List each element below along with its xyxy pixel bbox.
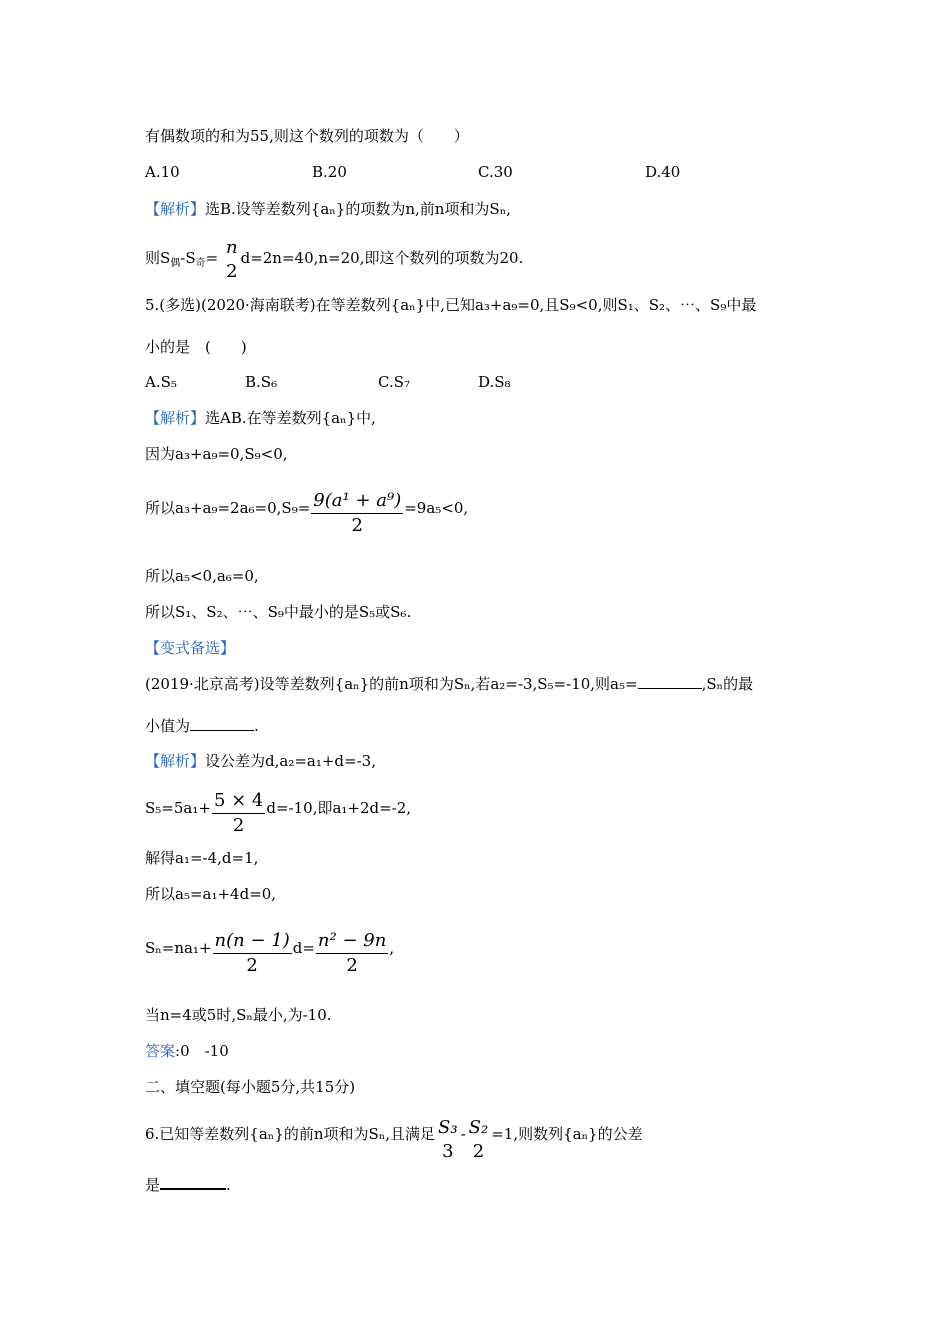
q5-stem-line1: 5.(多选)(2020·海南联考)在等差数列{aₙ}中,已知a₃+a₉=0,且S₉<0,则S₁、S₂、⋯、S₉中最	[145, 296, 757, 314]
variant-tag: 【变式备选】	[145, 639, 236, 657]
variant-line1	[145, 782, 411, 838]
text-segment: =1,则数列{aₙ}的公差	[491, 1125, 643, 1143]
variant-answer	[145, 1041, 229, 1061]
text-segment: S₅=5a₁+	[145, 799, 211, 817]
jiexi-text: 设公差为d,a₂=a₁+d=-3,	[205, 752, 376, 770]
q5-line3: 所以a₅<0,a₆=0,	[145, 567, 259, 585]
q4-option-c: C.30	[478, 163, 513, 181]
numerator: S₂	[468, 1117, 489, 1138]
text-segment: ,	[389, 939, 395, 957]
jiexi-text: 选AB.在等差数列{aₙ}中,	[205, 409, 376, 427]
q5-line4: 所以S₁、S₂、⋯、S₉中最小的是S₅或S₆.	[145, 603, 412, 621]
variant-line4	[145, 920, 394, 978]
blank-a5[interactable]	[638, 674, 702, 689]
text-segment: 是	[145, 1176, 161, 1194]
text-segment: 6.已知等差数列{aₙ}的前n项和为Sₙ,且满足	[145, 1125, 436, 1143]
section2-title: 二、填空题(每小题5分,共15分)	[145, 1078, 356, 1096]
variant-stem-line2	[145, 716, 259, 736]
denominator: 2	[232, 815, 245, 836]
fraction-s2-over-2	[467, 1116, 491, 1164]
text-segment: 则S	[145, 249, 171, 267]
text-segment: .	[254, 717, 259, 735]
text-segment: d=-10,即a₁+2d=-2,	[266, 799, 412, 817]
fraction-n-over-2	[224, 236, 240, 284]
variant-stem-line1	[145, 674, 753, 694]
text-segment: (2019·北京高考)设等差数列{aₙ}的前n项和为Sₙ,若a₂=-3,S₅=-10,则a₅=	[145, 675, 638, 693]
jiexi-tag: 【解析】	[145, 752, 206, 770]
fraction-5x4-over-2	[212, 789, 265, 838]
q5-option-b: B.S₆	[245, 373, 278, 391]
text-segment: 所以a₃+a₉=2a₆=0,S₉=	[145, 499, 311, 517]
text-segment: Sₙ=na₁+	[145, 939, 212, 957]
q5-stem-line2: 小的是 ( )	[145, 338, 247, 356]
text-segment: d=2n=40,n=20,即这个数列的项数为20.	[240, 249, 524, 267]
text-segment: 小值为	[145, 717, 191, 735]
q4-jiexi	[145, 199, 511, 219]
numerator: 5 × 4	[212, 789, 265, 814]
fraction-sum	[311, 489, 403, 538]
denominator: 3	[442, 1141, 454, 1162]
q5-option-a: A.S₅	[145, 373, 177, 391]
text-segment: ,Sₙ的最	[701, 675, 754, 693]
blank-min-sn[interactable]	[190, 716, 254, 731]
q4-option-a: A.10	[145, 163, 180, 181]
text-segment: =9a₅<0,	[404, 499, 469, 517]
q4-option-d: D.40	[645, 163, 681, 181]
jiexi-tag: 【解析】	[145, 409, 206, 427]
q6-stem-line2	[145, 1174, 231, 1195]
q5-line2	[145, 480, 468, 538]
variant-jiexi	[145, 751, 376, 771]
jiexi-tag: 【解析】	[145, 200, 206, 218]
fraction-n-n-minus-1	[213, 929, 292, 978]
denominator: 2	[346, 955, 358, 976]
q5-line1: 因为a₃+a₉=0,S₉<0,	[145, 445, 288, 463]
answer-text: :0 -10	[175, 1042, 229, 1060]
fraction-s3-over-3	[436, 1116, 460, 1164]
text-segment: -S	[180, 249, 196, 267]
denominator: 2	[246, 955, 258, 976]
numerator: n(n − 1)	[213, 929, 292, 954]
numerator: S₃	[438, 1117, 458, 1138]
numerator: n² − 9n	[316, 929, 388, 954]
denominator: 2	[226, 261, 238, 282]
text-segment: .	[226, 1176, 231, 1194]
blank-common-difference[interactable]	[160, 1174, 226, 1190]
variant-line2: 解得a₁=-4,d=1,	[145, 849, 259, 867]
q5-option-c: C.S₇	[378, 373, 410, 391]
q5-jiexi	[145, 408, 376, 428]
variant-line5: 当n=4或5时,Sₙ最小,为-10.	[145, 1006, 332, 1024]
variant-line3: 所以a₅=a₁+4d=0,	[145, 885, 277, 903]
text-segment: d=	[292, 939, 315, 957]
q5-option-d: D.S₈	[478, 373, 511, 391]
answer-tag: 答案	[145, 1042, 176, 1060]
text-segment: -	[460, 1125, 466, 1143]
jiexi-text: 选B.设等差数列{aₙ}的项数为n,前n项和为Sₙ,	[205, 200, 511, 218]
denominator: 2	[472, 1141, 485, 1162]
q4-solution-line	[145, 232, 523, 284]
q6-stem-line1	[145, 1106, 643, 1164]
denominator: 2	[351, 515, 363, 536]
subscript: 奇	[195, 258, 206, 269]
numerator: 9(a¹ + a⁹)	[311, 489, 403, 514]
subscript: 偶	[170, 258, 181, 269]
text-segment: =	[205, 249, 219, 267]
numerator: n	[226, 237, 238, 258]
q4-stem-tail: 有偶数项的和为55,则这个数列的项数为（ ）	[145, 127, 469, 145]
fraction-n2-minus-9n	[316, 929, 388, 978]
q4-option-b: B.20	[312, 163, 347, 181]
